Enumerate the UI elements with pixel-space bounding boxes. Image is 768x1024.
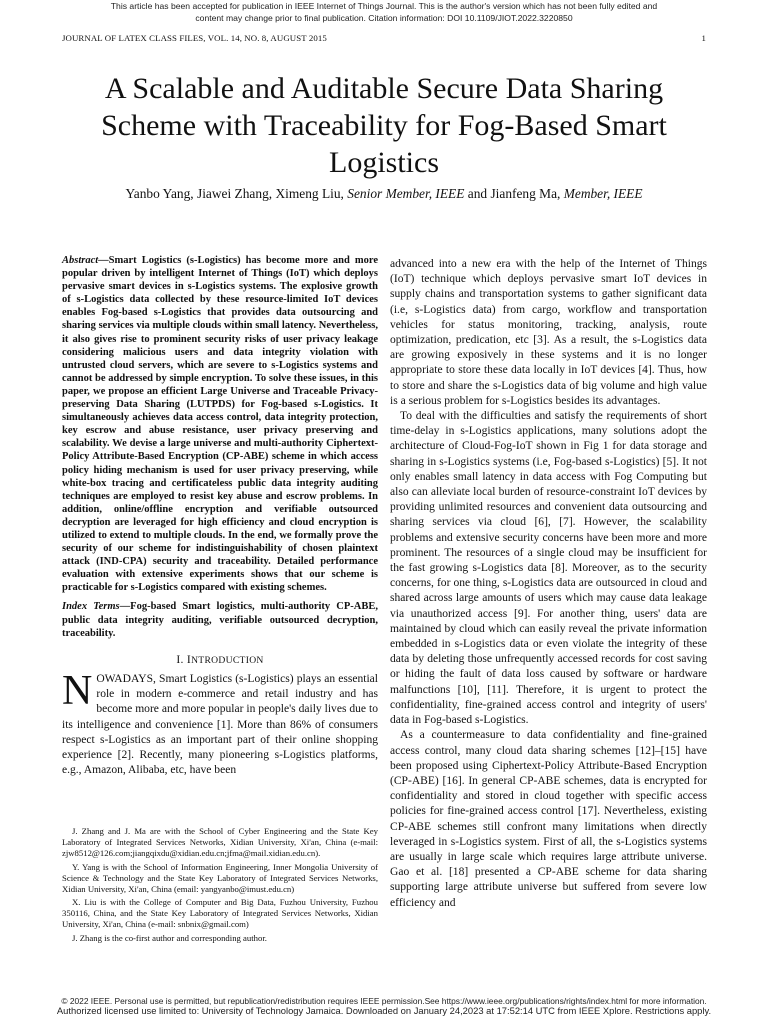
left-column — [62, 254, 378, 778]
index-terms — [62, 600, 378, 639]
author-names-2: and Jianfeng Ma, — [467, 186, 561, 201]
top-notice-line1: This article has been accepted for publication in IEEE Internet of Things Journal. This is the author's version which has not been fully edited and — [110, 1, 658, 11]
drop-cap: N — [62, 667, 93, 714]
footnote: Y. Yang is with the School of Information Engineering, Inner Mongolia University of Science & Technology and the State Key Laboratory of Integrated Services Networks, Xidian University, Xi'an, China (email: yangyanbo@imust.edu.cn) — [62, 861, 378, 894]
running-head — [62, 33, 706, 43]
license-line: Authorized licensed use limited to: University of Technology Jamaica. Downloaded on January 24,2023 at 17:52:14 UTC from IEEE Xplore. Restrictions apply. — [56, 1005, 712, 1016]
abstract — [62, 254, 378, 594]
section-title-rest: NTRODUCTION — [191, 654, 264, 666]
index-terms-label: Index Terms — [62, 601, 120, 613]
paper-title: A Scalable and Auditable Secure Data Sharing Scheme with Traceability for Fog-Based Smart Logistics — [101, 72, 667, 179]
page-number: 1 — [701, 33, 706, 43]
intro-lead: OWADAYS, — [96, 672, 156, 685]
footnote: X. Liu is with the College of Computer and Big Data, Fuzhou University, Fuzhou 350116, China, and the State Key Laboratory of Integrated Services Networks, Xidian University, Xi'an, China (e-mail: snbnix@gmail.com) — [62, 897, 378, 930]
journal-header: JOURNAL OF LATEX CLASS FILES, VOL. 14, NO. 8, AUGUST 2015 — [62, 33, 327, 43]
section-initial: I — [186, 652, 192, 666]
top-notice-line2: content may change prior to final publication. Citation information: DOI 10.1109/JIOT.2022.3220850 — [195, 13, 573, 23]
author-names-1: Yanbo Yang, Jiawei Zhang, Ximeng Liu, — [125, 186, 344, 201]
index-terms-text: —Fog-based Smart logistics, multi-authority CP-ABE, public data integrity auditing, verifiable outsourced decryption, traceability. — [62, 601, 378, 639]
body-paragraph: As a countermeasure to data confidentiality and fine-grained access control, many cloud data sharing schemes [12]–[15] have been proposed using Ciphertext-Policy Attribute-Based Encryption (CP-ABE) [16]. In general CP-ABE schemes, data is encrypted for confidentiality and stored in cloud together with specific access policies for fine-grained access control [17]. Nevertheless, existing CP-ABE schemes still confront many limitations when directly leveraged in s-Logistics system. First of all, the s-Logistics systems are usually in large scale which requires large attribute universe. Gao et al. [18] presented a CP-ABE scheme for data sharing supporting large attribute universe but suffered from severe low efficiency and — [390, 729, 707, 909]
section-numeral: I. — [176, 652, 184, 666]
intro-paragraph — [62, 667, 378, 778]
footnotes — [62, 826, 378, 947]
abstract-label: Abstract — [62, 255, 99, 266]
bottom-notice — [0, 996, 768, 1016]
top-notice — [0, 0, 768, 24]
author-line — [40, 186, 728, 202]
section-heading-introduction — [62, 652, 378, 668]
author-role-2: Member, IEEE — [563, 186, 643, 201]
footnote: J. Zhang is the co-first author and corresponding author. — [72, 933, 267, 944]
right-column — [390, 257, 707, 911]
abstract-text: —Smart Logistics (s-Logistics) has become more and more popular driven by intelligent Internet of Things (IoT) which deploys pervasive smart devices in s-Logistics systems. The explosive growth of s-Logistics data collected by these resource-limited IoT devices enables Fog-based s-Logistics that provides data outsourcing and sharing services via multiple clouds within small latency. Nevertheless, it also gives rise to prominent security risks of user privacy leakage considering malicious users and data integrity violation with untrusted cloud servers, which are severe to s-Logistics systems and cannot be addressed by simple encryption. To solve these issues, in this paper, we propose an efficient Large Universe and Traceable Privacy-preserving Data Sharing (LUTPDS) for Fog-based s-Logistics. It simultaneously achieves data access control, data integrity protection, key escrow and abuse resistance, user privacy preserving and scalability. We devise a large universe and multi-authority Ciphertext-Policy Attribute-Based Encryption (CP-ABE) scheme in which access policy hiding mechanism is used for user privacy preserving, while white-box tracing and certificateless public data integrity auditing techniques are employed to resist key abuse and escrow problems. In addition, online/offline encryption and verifiable outsourced decryption are leveraged for high efficiency and cloud encryption is utilized to extend to multiple clouds. In the end, we formally prove the security of our scheme for indistinguishability of chosen plaintext attack (IND-CPA) security and traceability. Detailed performance evaluation with extensive experiments shows that our scheme is practicable for s-Logistics compared with existing schemes. — [62, 255, 378, 594]
footnote: J. Zhang and J. Ma are with the School of Cyber Engineering and the State Key Laboratory of Integrated Services Networks, Xidian University, Xi'an, China (e-mail: zjw8512@126.com;jiangqixdu@xidian.edu.cn;jfma@mail.xidian.edu.cn). — [62, 826, 378, 858]
copyright-line: © 2022 IEEE. Personal use is permitted, but republication/redistribution requires IEEE permission.See https://www.ieee.org/publications/rights/index.html for more information. — [61, 996, 707, 1006]
author-role-1: Senior Member, IEEE — [347, 186, 465, 201]
intro-text: Smart Logistics (s-Logistics) plays an essential role in modern e-commerce and retail industry and has become more and more popular in people's daily lives due to its intelligence and convenience [1]. More than 86% of consumers respect s-Logistics as an important part of their online shopping experience [2]. Recently, many pioneering s-Logistics platforms, e.g., Amazon, Alibaba, etc, have been — [62, 672, 378, 777]
body-paragraph: advanced into a new era with the help of the Internet of Things (IoT) technique which deploys pervasive smart IoT devices in supply chains and transportation systems to gather significant data (i.e, s-Logistics data) from cargo, workflow and transportation vehicles for status monitoring, tracking, analysis, route optimization, predication, etc [3]. As a result, the s-Logistics data are growing exposively in these systems and it is no longer appropriate to store these data locally in IoT devices [4]. Thus, how to store and share the s-Logistics data of big volume and high value is a serious problem for s-Logistics besides its advantages. — [390, 258, 707, 407]
body-paragraph: To deal with the difficulties and satisfy the requirements of short time-delay in s-Logistics applications, many solutions adopt the architecture of Cloud-Fog-IoT shown in Fig 1 for data storage and sharing in s-Logistics systems (i.e, Fog-based s-Logistics) [5]. It not only enables small latency in data access with Fog Computing but also can alleviate local burden of resource-constraint IoT devices by providing unlimited resources and convenient data outsourcing and sharing services via cloud [6], [7]. However, the scalability problems and extensive security concerns have been more and more prominent. The resources of a single cloud may be insufficient for the fast growing s-Logistics data [8]. Moreover, as to the security concerns, for one thing, s-Logistics data are outsourced in cloud and shared across large amounts of users which may cause data leakage via unauthorized access [9]. For another thing, users' data are maintained by cloud which can easily reveal the private information embedded in s-Logistics data or even violate the integrity of these data by deleting those unfrequently accessed records for cost saving or hiding the fault of data loss caused by software or hardware malfunctions [10], [11]. Therefore, it is urgent to protect the confidentiality, fine-grained access control and integrity of users' data in Fog-based s-Logistics. — [390, 410, 707, 727]
